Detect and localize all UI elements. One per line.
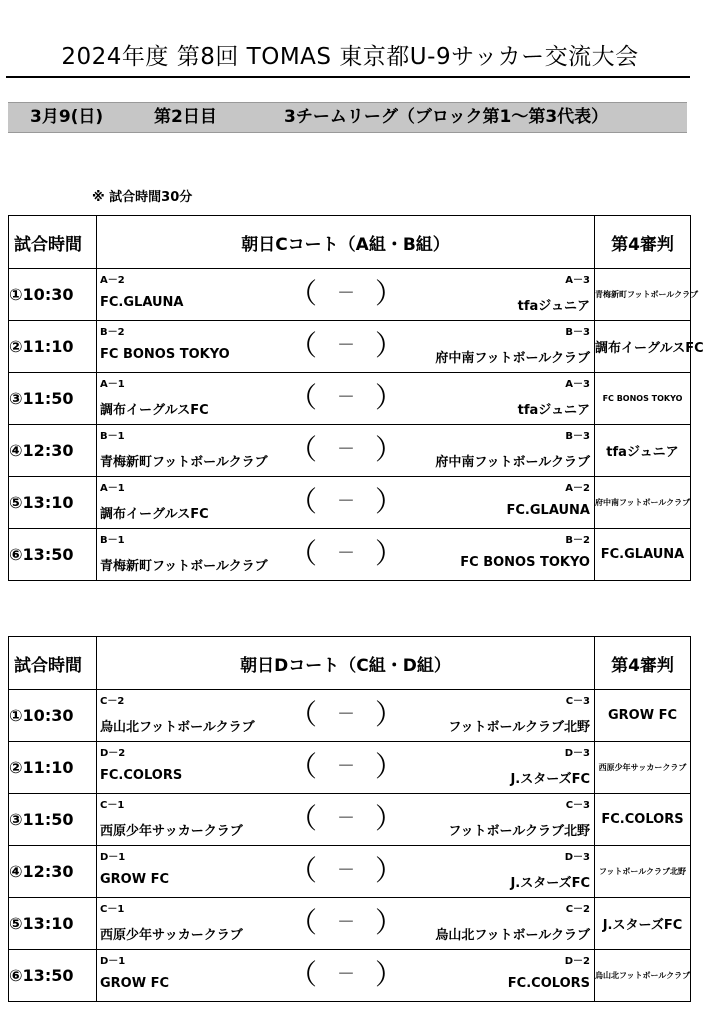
- score-close-paren: ）: [374, 329, 403, 362]
- away-slot: B－3: [565, 431, 590, 442]
- match-cell: [97, 950, 595, 1002]
- score-close-paren: ）: [374, 485, 403, 518]
- home-team: GROW FC: [100, 976, 170, 991]
- fourth-official: FC.COLORS: [595, 794, 691, 846]
- kickoff-time: ⑤13:10: [9, 898, 97, 950]
- fourth-official: 調布イーグルスFC: [595, 321, 691, 373]
- match-row: [9, 373, 691, 425]
- away-team: J.スターズFC: [510, 772, 590, 787]
- away-slot: C－3: [565, 800, 590, 811]
- score-dash: －: [337, 387, 355, 408]
- match-row: [9, 950, 691, 1002]
- score-close-paren: ）: [374, 381, 403, 414]
- match-row: [9, 321, 691, 373]
- home-team: FC.COLORS: [100, 768, 183, 783]
- fourth-official: J.スターズFC: [595, 898, 691, 950]
- score-placeholder: [281, 480, 411, 524]
- away-team: フットボールクラブ北野: [448, 720, 590, 735]
- header-court-name: 朝日Cコート（A組・B組）: [97, 216, 595, 269]
- score-placeholder: [281, 324, 411, 368]
- fourth-official: FC BONOS TOKYO: [595, 373, 691, 425]
- match-cell: [97, 846, 595, 898]
- home-slot: D－2: [100, 748, 126, 759]
- score-placeholder: [281, 797, 411, 841]
- kickoff-time: ④12:30: [9, 425, 97, 477]
- match-row: [9, 898, 691, 950]
- home-team: FC.GLAUNA: [100, 295, 184, 310]
- match-cell: [97, 742, 595, 794]
- score-dash: －: [337, 808, 355, 829]
- header-match-time: 試合時間: [9, 637, 97, 690]
- home-team: 西原少年サッカークラブ: [100, 824, 243, 839]
- score-close-paren: ）: [374, 906, 403, 939]
- kickoff-time: ⑥13:50: [9, 529, 97, 581]
- match-row: [9, 742, 691, 794]
- fourth-official: 烏山北フットボールクラブ: [595, 950, 691, 1002]
- banner-format: 3チームリーグ（ブロック第1～第3代表）: [284, 107, 609, 127]
- home-slot: C－1: [100, 904, 125, 915]
- score-close-paren: ）: [374, 433, 403, 466]
- fourth-official: FC.GLAUNA: [595, 529, 691, 581]
- score-close-paren: ）: [374, 750, 403, 783]
- match-duration-note: ※ 試合時間30分: [92, 190, 193, 205]
- home-slot: A－1: [100, 379, 125, 390]
- score-dash: －: [337, 439, 355, 460]
- score-placeholder: [281, 953, 411, 997]
- away-slot: D－3: [564, 852, 590, 863]
- away-team: 府中南フットボールクラブ: [435, 351, 590, 366]
- home-team: FC BONOS TOKYO: [100, 347, 230, 362]
- kickoff-time: ②11:10: [9, 742, 97, 794]
- table-header-row: [9, 216, 691, 269]
- home-slot: A－2: [100, 275, 125, 286]
- home-slot: C－1: [100, 800, 125, 811]
- away-team: tfaジュニア: [517, 403, 590, 418]
- match-cell: [97, 529, 595, 581]
- score-open-paren: （: [289, 854, 318, 887]
- kickoff-time: ③11:50: [9, 794, 97, 846]
- kickoff-time: ①10:30: [9, 690, 97, 742]
- away-slot: A－2: [565, 483, 590, 494]
- header-court-name: 朝日Dコート（C組・D組）: [97, 637, 595, 690]
- kickoff-time: ④12:30: [9, 846, 97, 898]
- score-dash: －: [337, 335, 355, 356]
- fourth-official: GROW FC: [595, 690, 691, 742]
- home-team: 西原少年サッカークラブ: [100, 928, 243, 943]
- banner-day: 第2日目: [154, 107, 217, 127]
- score-open-paren: （: [289, 277, 318, 310]
- fourth-official: tfaジュニア: [595, 425, 691, 477]
- title-underline: [6, 76, 690, 78]
- kickoff-time: ⑥13:50: [9, 950, 97, 1002]
- score-dash: －: [337, 543, 355, 564]
- match-cell: [97, 321, 595, 373]
- away-team: 烏山北フットボールクラブ: [435, 928, 590, 943]
- fourth-official: フットボールクラブ北野: [595, 846, 691, 898]
- fourth-official: 府中南フットボールクラブ: [595, 477, 691, 529]
- kickoff-time: ⑤13:10: [9, 477, 97, 529]
- away-slot: C－3: [565, 696, 590, 707]
- away-team: FC.GLAUNA: [506, 503, 590, 518]
- score-dash: －: [337, 756, 355, 777]
- home-slot: C－2: [100, 696, 125, 707]
- score-dash: －: [337, 912, 355, 933]
- match-cell: [97, 269, 595, 321]
- match-row: [9, 794, 691, 846]
- away-team: FC BONOS TOKYO: [460, 555, 590, 570]
- match-row: [9, 529, 691, 581]
- score-close-paren: ）: [374, 958, 403, 991]
- table-header-row: [9, 637, 691, 690]
- document-title: 2024年度 第8回 TOMAS 東京都U-9サッカー交流大会: [61, 44, 639, 70]
- score-placeholder: [281, 272, 411, 316]
- home-team: 青梅新町フットボールクラブ: [100, 455, 268, 470]
- home-slot: D－1: [100, 852, 126, 863]
- score-dash: －: [337, 704, 355, 725]
- score-placeholder: [281, 849, 411, 893]
- score-open-paren: （: [289, 802, 318, 835]
- banner-date: 3月9(日): [30, 107, 104, 127]
- score-placeholder: [281, 745, 411, 789]
- home-team: GROW FC: [100, 872, 170, 887]
- kickoff-time: ②11:10: [9, 321, 97, 373]
- away-team: 府中南フットボールクラブ: [435, 455, 590, 470]
- score-dash: －: [337, 283, 355, 304]
- score-dash: －: [337, 964, 355, 985]
- score-close-paren: ）: [374, 277, 403, 310]
- away-slot: A－3: [565, 379, 590, 390]
- match-row: [9, 425, 691, 477]
- score-placeholder: [281, 428, 411, 472]
- away-slot: B－2: [565, 535, 590, 546]
- home-slot: D－1: [100, 956, 126, 967]
- match-cell: [97, 373, 595, 425]
- score-open-paren: （: [289, 381, 318, 414]
- away-team: J.スターズFC: [510, 876, 590, 891]
- home-team: 烏山北フットボールクラブ: [100, 720, 255, 735]
- away-slot: B－3: [565, 327, 590, 338]
- header-fourth-official: 第4審判: [595, 216, 691, 269]
- score-open-paren: （: [289, 750, 318, 783]
- match-row: [9, 846, 691, 898]
- header-fourth-official: 第4審判: [595, 637, 691, 690]
- score-open-paren: （: [289, 329, 318, 362]
- score-dash: －: [337, 491, 355, 512]
- away-slot: D－3: [564, 748, 590, 759]
- away-slot: C－2: [565, 904, 590, 915]
- court-c-schedule-table: [8, 215, 704, 581]
- home-slot: A－1: [100, 483, 125, 494]
- score-placeholder: [281, 376, 411, 420]
- score-open-paren: （: [289, 958, 318, 991]
- score-open-paren: （: [289, 698, 318, 731]
- kickoff-time: ③11:50: [9, 373, 97, 425]
- match-cell: [97, 898, 595, 950]
- score-dash: －: [337, 860, 355, 881]
- score-open-paren: （: [289, 485, 318, 518]
- home-slot: B－1: [100, 535, 125, 546]
- score-placeholder: [281, 693, 411, 737]
- away-team: フットボールクラブ北野: [448, 824, 590, 839]
- score-open-paren: （: [289, 433, 318, 466]
- match-cell: [97, 425, 595, 477]
- away-team: tfaジュニア: [517, 299, 590, 314]
- score-open-paren: （: [289, 906, 318, 939]
- kickoff-time: ①10:30: [9, 269, 97, 321]
- away-team: FC.COLORS: [507, 976, 590, 991]
- home-team: 調布イーグルスFC: [100, 507, 209, 522]
- court-d-schedule-table: [8, 636, 691, 1002]
- fourth-official: 西原少年サッカークラブ: [595, 742, 691, 794]
- match-row: [9, 690, 691, 742]
- away-slot: D－2: [564, 956, 590, 967]
- match-cell: [97, 477, 595, 529]
- header-match-time: 試合時間: [9, 216, 97, 269]
- fourth-official: 青梅新町フットボールクラブ: [595, 269, 691, 321]
- score-placeholder: [281, 532, 411, 576]
- match-row: [9, 269, 691, 321]
- score-close-paren: ）: [374, 802, 403, 835]
- home-team: 青梅新町フットボールクラブ: [100, 559, 268, 574]
- match-row: [9, 477, 691, 529]
- match-cell: [97, 690, 595, 742]
- score-placeholder: [281, 901, 411, 945]
- match-cell: [97, 794, 595, 846]
- home-slot: B－1: [100, 431, 125, 442]
- score-close-paren: ）: [374, 698, 403, 731]
- home-team: 調布イーグルスFC: [100, 403, 209, 418]
- score-open-paren: （: [289, 537, 318, 570]
- away-slot: A－3: [565, 275, 590, 286]
- score-close-paren: ）: [374, 537, 403, 570]
- score-close-paren: ）: [374, 854, 403, 887]
- home-slot: B－2: [100, 327, 125, 338]
- date-banner: [8, 102, 687, 133]
